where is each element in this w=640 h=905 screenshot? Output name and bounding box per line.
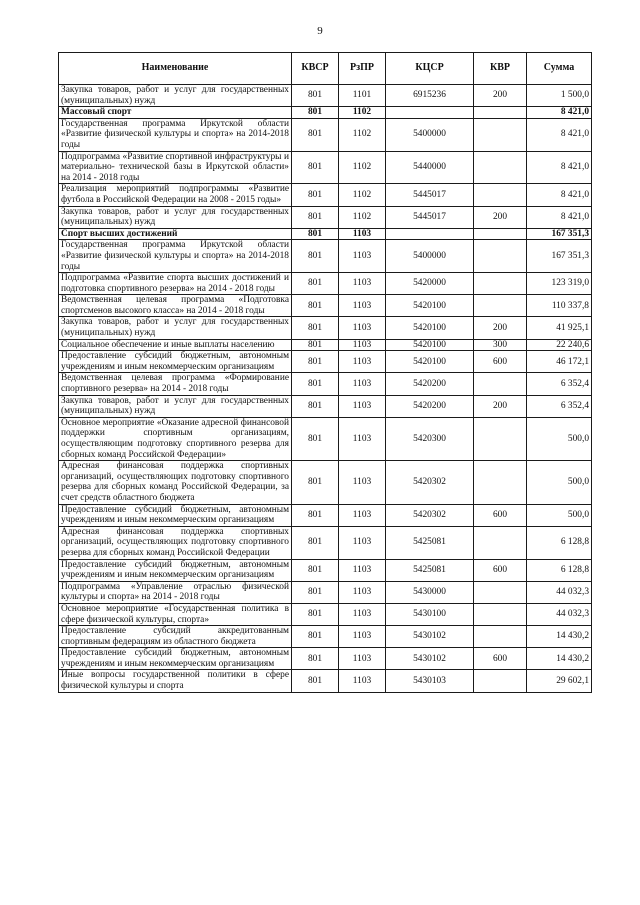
row-sum: 167 351,3	[527, 228, 592, 240]
row-kvsr: 801	[292, 373, 339, 395]
row-sum: 8 421,0	[527, 107, 592, 119]
row-sum: 6 352,4	[527, 373, 592, 395]
row-rzpr: 1103	[339, 373, 386, 395]
row-kvr: 200	[474, 206, 527, 228]
row-kvr	[474, 118, 527, 151]
row-name: Закупка товаров, работ и услуг для государственных (муниципальных) нужд	[59, 317, 292, 339]
row-rzpr: 1103	[339, 648, 386, 670]
row-sum: 8 421,0	[527, 206, 592, 228]
row-kcsr	[386, 107, 474, 119]
row-kvr: 200	[474, 85, 527, 107]
row-kcsr: 5425081	[386, 526, 474, 559]
row-kvr: 600	[474, 648, 527, 670]
row-kvr	[474, 107, 527, 119]
table-row	[59, 626, 592, 648]
row-kvsr: 801	[292, 339, 339, 351]
row-kvr: 600	[474, 559, 527, 581]
row-kvr	[474, 151, 527, 184]
row-rzpr: 1102	[339, 151, 386, 184]
row-sum: 1 500,0	[527, 85, 592, 107]
row-sum: 41 925,1	[527, 317, 592, 339]
row-rzpr: 1103	[339, 273, 386, 295]
row-kvr	[474, 240, 527, 273]
row-name: Подпрограмма «Развитие спортивной инфраструктуры и материально- технической базы в Иркутской области» на 2014 - 2018 годы	[59, 151, 292, 184]
row-kcsr: 5420100	[386, 317, 474, 339]
row-kvsr: 801	[292, 184, 339, 206]
header-kcsr: КЦСР	[386, 53, 474, 85]
row-sum: 8 421,0	[527, 184, 592, 206]
row-kvr	[474, 626, 527, 648]
row-sum: 8 421,0	[527, 151, 592, 184]
row-kcsr: 5430102	[386, 648, 474, 670]
table-row	[59, 559, 592, 581]
table-row	[59, 603, 592, 625]
row-name: Ведомственная целевая программа «Формирование спортивного резерва» на 2014 - 2018 годы	[59, 373, 292, 395]
row-name: Социальное обеспечение и иные выплаты населению	[59, 339, 292, 351]
row-name: Адресная финансовая поддержка спортивных организаций, осуществляющих подготовку спортивного резерва для сборных команд Российской Федерации	[59, 526, 292, 559]
row-rzpr: 1102	[339, 118, 386, 151]
row-name: Предоставление субсидий бюджетным, автономным учреждениям и иным некоммерческим организациям	[59, 351, 292, 373]
row-rzpr: 1103	[339, 228, 386, 240]
row-name: Государственная программа Иркутской области «Развитие физической культуры и спорта» на 2014-2018 годы	[59, 118, 292, 151]
row-kvr	[474, 603, 527, 625]
row-sum: 167 351,3	[527, 240, 592, 273]
row-name: Закупка товаров, работ и услуг для государственных (муниципальных) нужд	[59, 395, 292, 417]
header-kvsr: КВСР	[292, 53, 339, 85]
row-kcsr: 5430100	[386, 603, 474, 625]
row-kvsr: 801	[292, 603, 339, 625]
row-rzpr: 1103	[339, 461, 386, 504]
row-kcsr	[386, 228, 474, 240]
row-rzpr: 1103	[339, 526, 386, 559]
row-kcsr: 5445017	[386, 206, 474, 228]
row-kvsr: 801	[292, 504, 339, 526]
row-name: Предоставление субсидий аккредитованным спортивным федерациям из областного бюджета	[59, 626, 292, 648]
row-name: Предоставление субсидий бюджетным, автономным учреждениям и иным некоммерческим организациям	[59, 648, 292, 670]
row-kvr	[474, 184, 527, 206]
header-rzpr: РзПР	[339, 53, 386, 85]
row-kcsr: 5420200	[386, 373, 474, 395]
row-kcsr: 5420100	[386, 351, 474, 373]
row-kcsr: 6915236	[386, 85, 474, 107]
row-sum: 14 430,2	[527, 648, 592, 670]
row-rzpr: 1103	[339, 240, 386, 273]
row-kvr	[474, 670, 527, 692]
row-name: Предоставление субсидий бюджетным, автономным учреждениям и иным некоммерческим организациям	[59, 504, 292, 526]
row-rzpr: 1103	[339, 559, 386, 581]
row-sum: 46 172,1	[527, 351, 592, 373]
row-kcsr: 5440000	[386, 151, 474, 184]
row-kcsr: 5400000	[386, 240, 474, 273]
table-header-row	[59, 53, 592, 85]
row-kvr	[474, 461, 527, 504]
table-row	[59, 417, 592, 460]
table-row	[59, 184, 592, 206]
row-kcsr: 5420300	[386, 417, 474, 460]
row-kcsr: 5420000	[386, 273, 474, 295]
row-kvsr: 801	[292, 559, 339, 581]
header-name: Наименование	[59, 53, 292, 85]
row-kvr	[474, 526, 527, 559]
row-sum: 8 421,0	[527, 118, 592, 151]
row-name: Иные вопросы государственной политики в сфере физической культуры и спорта	[59, 670, 292, 692]
row-rzpr: 1103	[339, 504, 386, 526]
row-sum: 500,0	[527, 461, 592, 504]
row-kvr: 200	[474, 317, 527, 339]
row-kcsr: 5430000	[386, 581, 474, 603]
row-kcsr: 5400000	[386, 118, 474, 151]
row-kvr	[474, 273, 527, 295]
row-sum: 6 352,4	[527, 395, 592, 417]
row-name: Ведомственная целевая программа «Подготовка спортсменов высокого класса» на 2014 - 2018 годы	[59, 295, 292, 317]
row-kvsr: 801	[292, 118, 339, 151]
row-sum: 500,0	[527, 504, 592, 526]
row-sum: 22 240,6	[527, 339, 592, 351]
row-kvr: 200	[474, 395, 527, 417]
table-row	[59, 85, 592, 107]
header-sum: Сумма	[527, 53, 592, 85]
table-row	[59, 118, 592, 151]
row-name: Подпрограмма «Управление отраслью физической культуры и спорта» на 2014 - 2018 годы	[59, 581, 292, 603]
row-sum: 110 337,8	[527, 295, 592, 317]
table-row	[59, 351, 592, 373]
table-row	[59, 206, 592, 228]
row-name: Основное мероприятие «Государственная политика в сфере физической культуры, спорта»	[59, 603, 292, 625]
row-kvsr: 801	[292, 240, 339, 273]
table-row	[59, 504, 592, 526]
row-kvsr: 801	[292, 295, 339, 317]
row-kvsr: 801	[292, 228, 339, 240]
row-sum: 500,0	[527, 417, 592, 460]
row-rzpr: 1103	[339, 417, 386, 460]
row-kcsr: 5420100	[386, 339, 474, 351]
row-sum: 44 032,3	[527, 581, 592, 603]
row-kcsr: 5425081	[386, 559, 474, 581]
row-kcsr: 5430103	[386, 670, 474, 692]
row-rzpr: 1103	[339, 626, 386, 648]
table-row	[59, 581, 592, 603]
row-kvsr: 801	[292, 648, 339, 670]
table-row	[59, 228, 592, 240]
row-name: Государственная программа Иркутской области «Развитие физической культуры и спорта» на 2014-2018 годы	[59, 240, 292, 273]
row-rzpr: 1102	[339, 107, 386, 119]
row-kvsr: 801	[292, 206, 339, 228]
row-rzpr: 1102	[339, 206, 386, 228]
header-kvr: КВР	[474, 53, 527, 85]
row-kvsr: 801	[292, 395, 339, 417]
row-kvsr: 801	[292, 417, 339, 460]
row-kvsr: 801	[292, 85, 339, 107]
row-kvsr: 801	[292, 461, 339, 504]
row-kvsr: 801	[292, 351, 339, 373]
row-kcsr: 5430102	[386, 626, 474, 648]
row-sum: 14 430,2	[527, 626, 592, 648]
row-kvsr: 801	[292, 626, 339, 648]
row-name: Закупка товаров, работ и услуг для государственных (муниципальных) нужд	[59, 206, 292, 228]
row-kvsr: 801	[292, 107, 339, 119]
row-rzpr: 1102	[339, 184, 386, 206]
row-rzpr: 1103	[339, 395, 386, 417]
row-kcsr: 5420200	[386, 395, 474, 417]
row-rzpr: 1101	[339, 85, 386, 107]
row-name: Массовый спорт	[59, 107, 292, 119]
table-row	[59, 461, 592, 504]
table-row	[59, 240, 592, 273]
row-name: Адресная финансовая поддержка спортивных организаций, осуществляющих подготовку спортивного резерва для сборных команд Российской Федерации, за счет средств областного бюджета	[59, 461, 292, 504]
row-kvr: 600	[474, 351, 527, 373]
row-kvsr: 801	[292, 670, 339, 692]
row-kcsr: 5420302	[386, 504, 474, 526]
table-row	[59, 648, 592, 670]
row-rzpr: 1103	[339, 670, 386, 692]
row-sum: 6 128,8	[527, 559, 592, 581]
row-name: Основное мероприятие «Оказание адресной финансовой поддержки спортивным организациям, осуществляющим подготовку спортивного резерва для сборных команд Российской Федерации»	[59, 417, 292, 460]
row-name: Предоставление субсидий бюджетным, автономным учреждениям и иным некоммерческим организациям	[59, 559, 292, 581]
row-kcsr: 5445017	[386, 184, 474, 206]
row-kcsr: 5420302	[386, 461, 474, 504]
row-sum: 29 602,1	[527, 670, 592, 692]
budget-table	[58, 52, 592, 693]
table-row	[59, 339, 592, 351]
table-row	[59, 670, 592, 692]
table-row	[59, 273, 592, 295]
row-kvr: 300	[474, 339, 527, 351]
row-rzpr: 1103	[339, 339, 386, 351]
row-name: Спорт высших достижений	[59, 228, 292, 240]
row-kvsr: 801	[292, 581, 339, 603]
row-sum: 44 032,3	[527, 603, 592, 625]
table-row	[59, 295, 592, 317]
row-sum: 123 319,0	[527, 273, 592, 295]
row-rzpr: 1103	[339, 351, 386, 373]
row-rzpr: 1103	[339, 581, 386, 603]
row-kvr: 600	[474, 504, 527, 526]
row-sum: 6 128,8	[527, 526, 592, 559]
table-row	[59, 107, 592, 119]
row-kvr	[474, 295, 527, 317]
row-name: Подпрограмма «Развитие спорта высших достижений и подготовка спортивного резерва» на 2014 - 2018 годы	[59, 273, 292, 295]
page-number: 9	[317, 25, 323, 37]
row-kvsr: 801	[292, 526, 339, 559]
row-kvr	[474, 373, 527, 395]
table-row	[59, 373, 592, 395]
row-rzpr: 1103	[339, 603, 386, 625]
row-rzpr: 1103	[339, 317, 386, 339]
table-row	[59, 151, 592, 184]
row-kvsr: 801	[292, 273, 339, 295]
row-kvr	[474, 417, 527, 460]
row-kvr	[474, 228, 527, 240]
row-rzpr: 1103	[339, 295, 386, 317]
table-row	[59, 317, 592, 339]
row-kvsr: 801	[292, 151, 339, 184]
table-row	[59, 526, 592, 559]
row-kvsr: 801	[292, 317, 339, 339]
row-kvr	[474, 581, 527, 603]
row-name: Закупка товаров, работ и услуг для государственных (муниципальных) нужд	[59, 85, 292, 107]
row-name: Реализация мероприятий подпрограммы «Развитие футбола в Российской Федерации на 2008 - 2015 годы»	[59, 184, 292, 206]
row-kcsr: 5420100	[386, 295, 474, 317]
table-row	[59, 395, 592, 417]
